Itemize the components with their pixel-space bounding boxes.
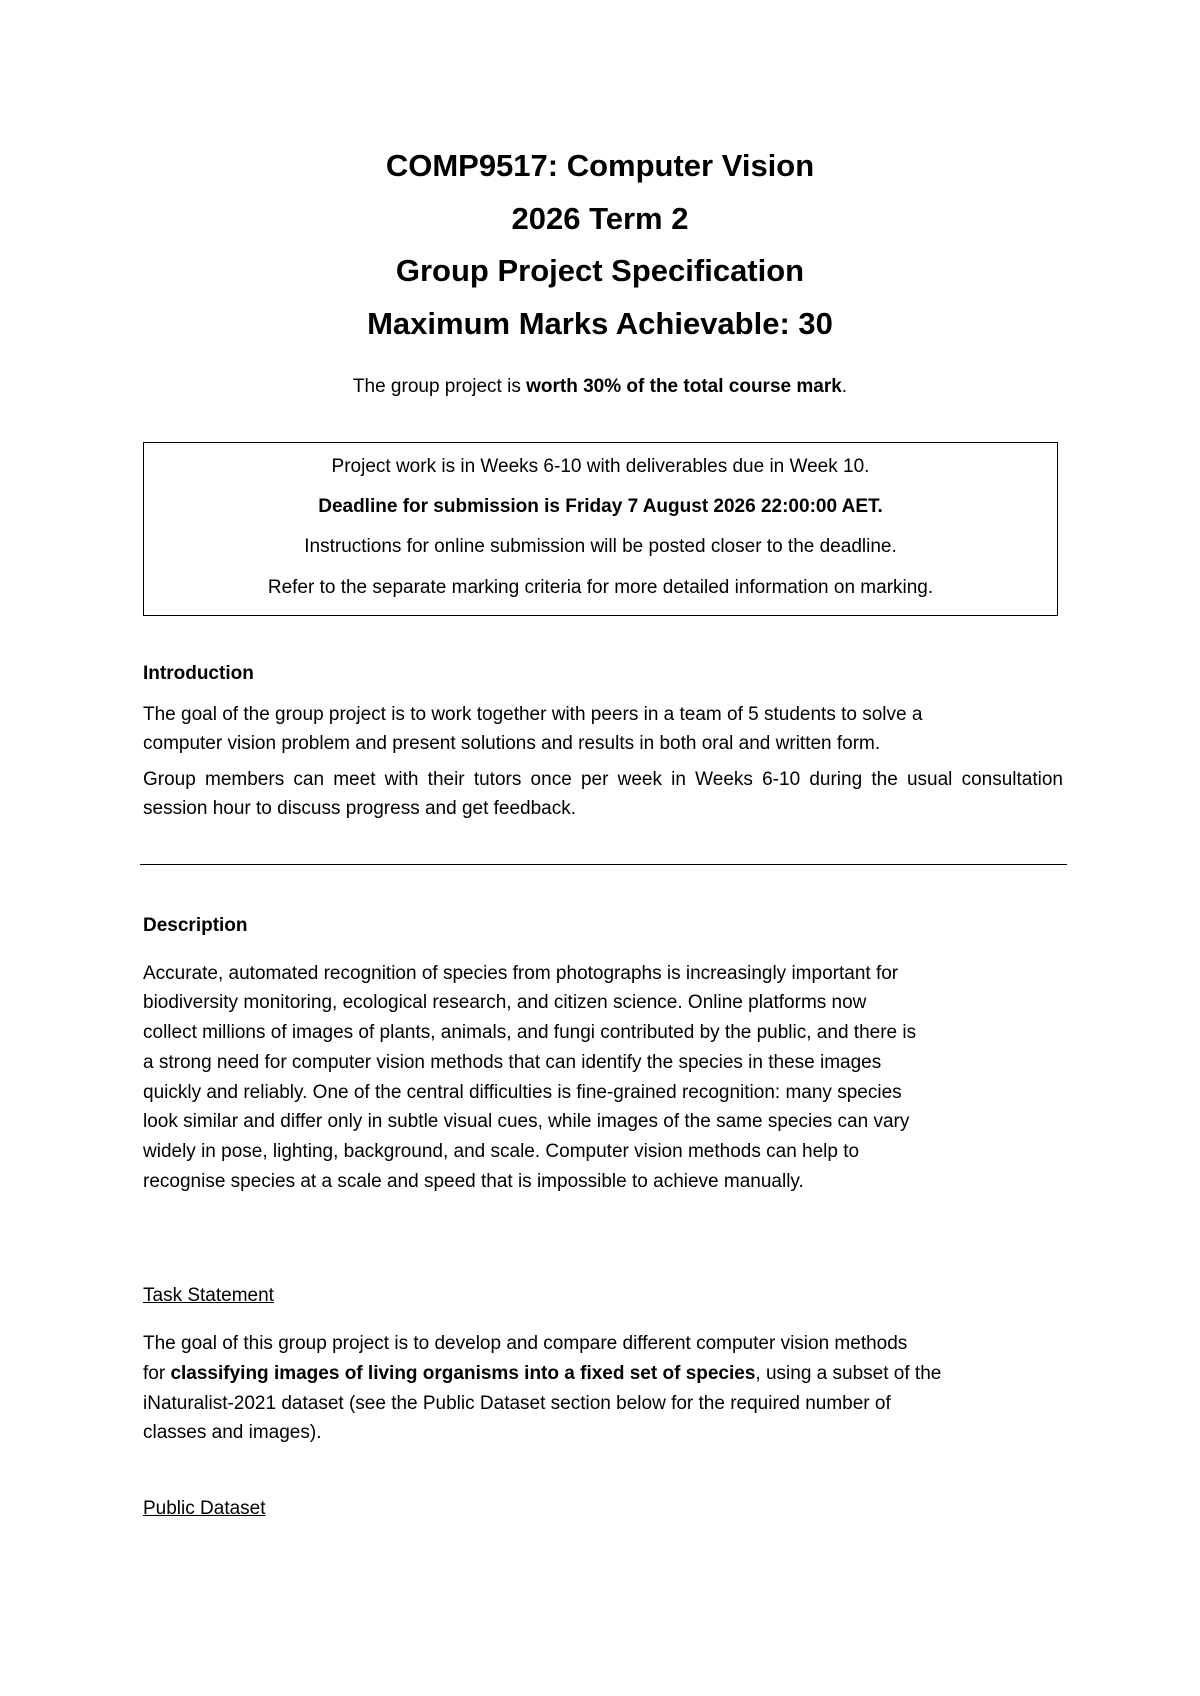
spec-title: Group Project Specification bbox=[395, 253, 805, 288]
box-line-deadline: Deadline for submission is Friday 7 August 2026 22:00:00 AET. bbox=[318, 496, 883, 517]
deadline-box bbox=[143, 442, 1058, 616]
task-line2-prefix: for bbox=[143, 1363, 171, 1384]
box-line-marking: Refer to the separate marking criteria for more detailed information on marking. bbox=[267, 577, 934, 598]
task-line2-suffix: , using a subset of the bbox=[755, 1363, 942, 1384]
introduction-para1-line2: computer vision problem and present solutions and results in both oral and written form. bbox=[143, 733, 881, 754]
worth-suffix: . bbox=[841, 376, 848, 397]
worth-bold: worth 30% of the total course mark bbox=[526, 376, 842, 397]
task-heading: Task Statement bbox=[143, 1285, 274, 1306]
introduction-heading: Introduction bbox=[143, 663, 254, 684]
term-title: 2026 Term 2 bbox=[511, 201, 689, 236]
introduction-para2: Group members can meet with their tutors once per week in Weeks 6-10 during the usual consultation session hour to discuss progress and get feedback. bbox=[143, 769, 1063, 819]
dataset-heading: Public Dataset bbox=[143, 1498, 266, 1519]
task-line3: iNaturalist-2021 dataset (see the Public Dataset section below for the required number of bbox=[143, 1393, 891, 1414]
task-line2-bold: classifying images of living organisms into a fixed set of species bbox=[170, 1363, 756, 1384]
course-title: COMP9517: Computer Vision bbox=[385, 148, 815, 183]
box-line-instructions: Instructions for online submission will be posted closer to the deadline. bbox=[304, 536, 897, 557]
task-line1: The goal of this group project is to develop and compare different computer vision methods bbox=[143, 1333, 908, 1354]
box-line-weeks: Project work is in Weeks 6-10 with deliverables due in Week 10. bbox=[331, 456, 870, 477]
worth-prefix: The group project is bbox=[352, 376, 527, 397]
description-line: quickly and reliably. One of the central difficulties is fine-grained recognition: many species bbox=[143, 1082, 902, 1103]
task-line2 bbox=[143, 1359, 1063, 1388]
description-line: widely in pose, lighting, background, and scale. Computer vision methods can help to bbox=[143, 1141, 860, 1162]
introduction-para1-line1: The goal of the group project is to work together with peers in a team of 5 students to solve a bbox=[143, 704, 923, 725]
worth-statement bbox=[0, 373, 1200, 401]
description-heading: Description bbox=[143, 915, 248, 936]
section-divider bbox=[140, 864, 1067, 865]
description-line: biodiversity monitoring, ecological research, and citizen science. Online platforms now bbox=[143, 992, 867, 1013]
marks-title: Maximum Marks Achievable: 30 bbox=[367, 306, 833, 341]
description-line: collect millions of images of plants, animals, and fungi contributed by the public, and there is bbox=[143, 1022, 917, 1043]
description-line: Accurate, automated recognition of species from photographs is increasingly important for bbox=[143, 963, 899, 984]
description-line: recognise species at a scale and speed that is impossible to achieve manually. bbox=[143, 1171, 804, 1192]
description-line: look similar and differ only in subtle visual cues, while images of the same species can vary bbox=[143, 1111, 910, 1132]
description-line: a strong need for computer vision methods that can identify the species in these images bbox=[143, 1052, 882, 1073]
task-line4: classes and images). bbox=[143, 1422, 322, 1443]
